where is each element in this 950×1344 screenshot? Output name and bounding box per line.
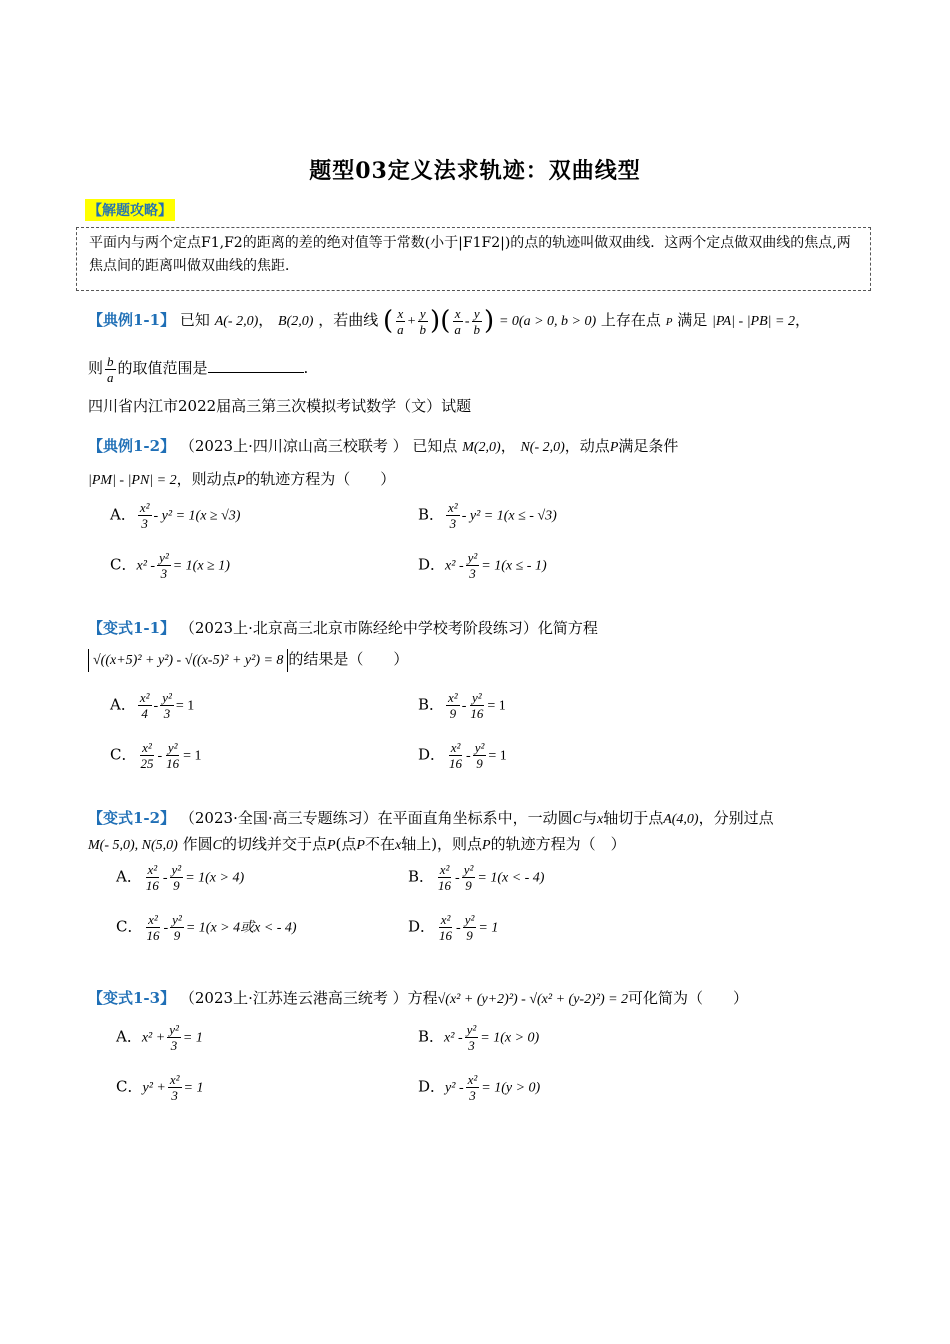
option-key: B． — [418, 1027, 445, 1046]
q1-text: 上存在点 — [600, 311, 661, 329]
option-key: A． — [116, 1027, 142, 1046]
q2-point-p: P — [609, 440, 619, 455]
frac-den: 3 — [170, 1038, 178, 1053]
q4-line1 — [88, 807, 774, 828]
q5-option-d[interactable] — [418, 1072, 540, 1103]
frac-den: 3 — [163, 706, 171, 721]
q5-option-a[interactable] — [116, 1022, 203, 1053]
strategy-box — [76, 227, 871, 291]
q3-line2 — [88, 648, 408, 669]
q4-option-a[interactable]: A． $\frac{\text{x²}}{16}$ - $\frac{\text{y²}}{9}$ = 1(x > 4) — [116, 862, 245, 893]
option-text: = 1(x < - 4) — [477, 870, 545, 886]
option-key: B． — [408, 867, 435, 886]
q4-line2: M(- 5,0), N(5,0) 作圆C的切线并交于点P(点P不在x轴上)，则点P的轨迹方程为（ ） — [88, 835, 626, 853]
q4-text: 的切线并交于点 — [221, 835, 327, 853]
option-key: C． — [110, 745, 137, 764]
frac-num: x² — [139, 690, 150, 705]
q1-point-p: P — [665, 316, 673, 328]
q4-point-a: A(4,0) — [663, 812, 699, 827]
option-text: = 1 — [478, 920, 499, 936]
q3-option-b[interactable]: B． $\frac{\text{x²}}{9}$ - $\frac{\text{y²}}{16}$ = 1 — [418, 690, 506, 721]
q2-text: ，则动点 — [176, 470, 237, 488]
q1-eq-tail: = 0(a > 0, b > 0) — [498, 314, 597, 329]
q1-point-a: A(- 2,0) — [214, 314, 259, 329]
q3-text: 化简方程 — [537, 619, 598, 637]
q5-text: 方程 — [407, 989, 438, 1007]
option-text: = 1(y > 0) — [481, 1080, 541, 1096]
option-text: = 1(x ≤ - 1) — [481, 558, 547, 574]
option-key: D． — [408, 917, 436, 936]
q3-text: 的结果是（ ） — [288, 650, 409, 668]
q4-label: 【变式1-2】 — [88, 809, 176, 827]
option-text: = 1 — [488, 748, 507, 764]
frac-num: y² — [167, 740, 178, 755]
q1-text: . — [303, 359, 309, 377]
q4-option-d[interactable]: D． $\frac{\text{x²}}{16}$ - $\frac{\text{y²}}{9}$ = 1 — [408, 912, 499, 943]
q1-condition: |PA| - |PB| = 2 — [712, 314, 795, 329]
option-text: x² + — [141, 1030, 166, 1046]
q2-text: 已知点 — [412, 437, 458, 455]
q4-c: C — [212, 838, 222, 853]
q3-line1 — [88, 617, 598, 638]
option-text: = 1(x > 0) — [480, 1030, 540, 1046]
option-key: B． — [418, 505, 445, 524]
frac-num: y² — [162, 690, 172, 705]
option-key: A． — [116, 867, 142, 886]
q4-option-c[interactable]: C． $\frac{\text{x²}}{16}$ - $\frac{\text{y²}}{9}$ = 1(x > 4或x < - 4) — [116, 912, 297, 943]
option-text: = 1 — [487, 698, 506, 714]
q1-source: 四川省内江市2022届高三第三次模拟考试数学（文）试题 — [88, 397, 472, 415]
q2-text: 满足条件 — [618, 437, 679, 455]
strategy-tag: 【解题攻略】 — [85, 199, 175, 221]
q5-line1 — [88, 987, 748, 1008]
option-key: A． — [110, 505, 136, 524]
q5-equation: √(x² + (y+2)²) - √(x² + (y-2)²) = 2 — [437, 992, 629, 1007]
frac-num: y² — [472, 690, 482, 705]
frac-num: x² — [467, 1072, 478, 1087]
q5-label: 【变式1-3】 — [88, 989, 176, 1007]
q1-text: ， — [794, 311, 810, 329]
q2-line1: 【典例1-2】 （2023上·四川凉山高三校联考 ） 已知点 M(2,0)， N(- 2,0)，动点P满足条件 — [88, 437, 679, 455]
frac-num: y² — [169, 1022, 179, 1037]
q3-option-d[interactable]: D． $\frac{\text{x²}}{16}$ - $\frac{\text{y²}}{9}$ = 1 — [418, 740, 507, 771]
option-text: = 1 — [175, 698, 195, 714]
q5-option-b[interactable] — [418, 1022, 539, 1053]
q1-label: 【典例1-1】 — [88, 311, 176, 329]
page-title: 题型03定义法求轨迹：双曲线型 — [309, 158, 641, 184]
option-text: y² - — [445, 1080, 464, 1096]
q4-text: 轴上)，则点 — [401, 835, 483, 853]
q2-point-m: M(2,0) — [462, 440, 501, 455]
q4-text: 的轨迹方程为（ ） — [490, 835, 626, 853]
q1-line1: 【典例1-1】 已知 A(- 2,0)， B(2,0) ，若曲线 ( $\frac{x}{a}$ + $\frac{y}{b}$ )( $\frac{x}{a}$ - $\frac{y}{b}$ ) = 0(a > 0, b > 0) 上存在点 P 满足 |PA| - |PB| = 2， — [88, 305, 810, 337]
q4-x: x — [596, 812, 604, 827]
frac-den: 16 — [449, 756, 463, 771]
option-key: D． — [418, 1077, 446, 1096]
q1-text: 的取值范围是 — [117, 359, 208, 377]
frac-num: x² — [448, 690, 458, 705]
q2-point-p: P — [236, 473, 246, 488]
q2-condition: |PM| - |PN| = 2 — [88, 473, 177, 488]
q4-source: （2023·全国·高三专题练习） — [179, 809, 378, 827]
q4-text: 作圆 — [182, 835, 213, 853]
q4-x: x — [394, 838, 402, 853]
frac-den: 3 — [469, 1088, 476, 1103]
option-key: D． — [418, 555, 446, 574]
frac-den: 25 — [140, 756, 154, 771]
q4-text: 不在 — [364, 835, 395, 853]
q3-option-c[interactable]: C． $\frac{\text{x²}}{25}$ - $\frac{\text{y²}}{16}$ = 1 — [110, 740, 202, 771]
frac-den: 4 — [141, 706, 148, 721]
option-key: C． — [116, 917, 143, 936]
q5-option-c[interactable] — [116, 1072, 203, 1103]
option-text: y² + — [142, 1080, 166, 1096]
option-text: = 1 — [183, 1080, 204, 1096]
q4-text: 在平面直角坐标系中，一动圆 — [377, 809, 573, 827]
q3-source: （2023上·北京高三北京市陈经纶中学校考阶段练习） — [179, 619, 538, 637]
q2-point-n: N(- 2,0) — [520, 440, 565, 455]
q2-option-b[interactable]: B． $\frac{\text{x²}}{3}$ - y² = 1(x ≤ - √3) — [418, 500, 557, 531]
option-text: x² - — [445, 558, 464, 574]
option-text: = 1(x > 4) — [185, 870, 245, 886]
option-text: - y² = 1(x ≤ - √3) — [461, 508, 557, 524]
frac-num: x² — [450, 740, 461, 755]
q1-line2 — [88, 348, 308, 388]
option-key: A． — [110, 695, 136, 714]
option-text: = 1 — [183, 748, 202, 764]
option-key: B． — [418, 695, 445, 714]
q4-text: 与 — [581, 809, 597, 827]
q2-option-a[interactable]: A． $\frac{\text{x²}}{3}$ - y² = 1(x ≥ √3) — [110, 500, 241, 531]
strategy-text: 平面内与两个定点F1,F2的距离的差的绝对值等于常数(小于|F1F2|)的点的轨迹叫做双曲线．这两个定点做双曲线的焦点,两焦点间的距离叫做双曲线的焦距． — [89, 235, 851, 274]
option-text: x² - — [136, 558, 156, 574]
q5-text: 可化简为（ ） — [628, 989, 749, 1007]
q4-points: M(- 5,0), N(5,0) — [88, 838, 178, 853]
option-text: x < - 4) — [254, 920, 297, 936]
q2-text: 的轨迹方程为（ ） — [245, 470, 396, 488]
q2-source: （2023上·四川凉山高三校联考 ） — [179, 437, 408, 455]
q5-source: （2023上·江苏连云港高三统考 ） — [179, 989, 408, 1007]
q2-text: ，动点 — [564, 437, 610, 455]
option-text: = 1(x > 4或 — [185, 920, 255, 936]
frac-num: x² — [142, 740, 152, 755]
answer-blank[interactable] — [208, 358, 304, 373]
q4-text: 轴切于点 — [603, 809, 664, 827]
q4-c: C — [572, 812, 582, 827]
q1-point-b: B(2,0) — [278, 314, 314, 329]
option-text: = 1 — [182, 1030, 203, 1046]
frac-den: 9 — [476, 756, 483, 771]
q2-line2 — [88, 468, 395, 489]
frac-num: x² — [169, 1072, 180, 1087]
frac-den: 16 — [470, 706, 484, 721]
option-text: = 1(x ≥ 1) — [172, 558, 230, 574]
frac-den: 16 — [166, 756, 180, 771]
q1-text: ，若曲线 — [318, 311, 379, 329]
q1-text: 已知 — [179, 311, 210, 329]
q4-text: ，分别过点 — [698, 809, 774, 827]
frac-num: y² — [466, 1022, 477, 1037]
q1-text: 则 — [88, 359, 104, 377]
frac-num: y² — [474, 740, 485, 755]
q3-option-a[interactable]: A． $\frac{\text{x²}}{4}$ - $\frac{\text{y²}}{3}$ = 1 — [110, 690, 195, 721]
frac-den: 9 — [449, 706, 457, 721]
frac-den: 3 — [171, 1088, 178, 1103]
q1-frac-num: b — [107, 353, 114, 369]
q2-label: 【典例1-2】 — [88, 437, 176, 455]
q4-text: (点 — [335, 835, 357, 853]
q1-frac-den: a — [107, 369, 114, 385]
q2-option-c[interactable]: C．x² - $\frac{\text{y²}}{3}$ = 1(x ≥ 1) — [110, 550, 230, 581]
q3-label: 【变式1-1】 — [88, 619, 176, 637]
q1-text: 满足 — [677, 311, 708, 329]
option-text: - y² = 1(x ≥ √3) — [153, 508, 241, 524]
option-key: C． — [116, 1077, 143, 1096]
option-key: D． — [418, 745, 446, 764]
frac-den: 3 — [468, 1038, 475, 1053]
q3-equation: √((x+5)² + y²) - √((x-5)² + y²) = 8 — [88, 649, 288, 672]
q4-option-b[interactable]: B． $\frac{\text{x²}}{16}$ - $\frac{\text{y²}}{9}$ = 1(x < - 4) — [408, 862, 545, 893]
q2-option-d[interactable]: D．x² - $\frac{\text{y²}}{3}$ = 1(x ≤ - 1) — [418, 550, 547, 581]
option-key: C． — [110, 555, 137, 574]
option-text: x² - — [444, 1030, 463, 1046]
